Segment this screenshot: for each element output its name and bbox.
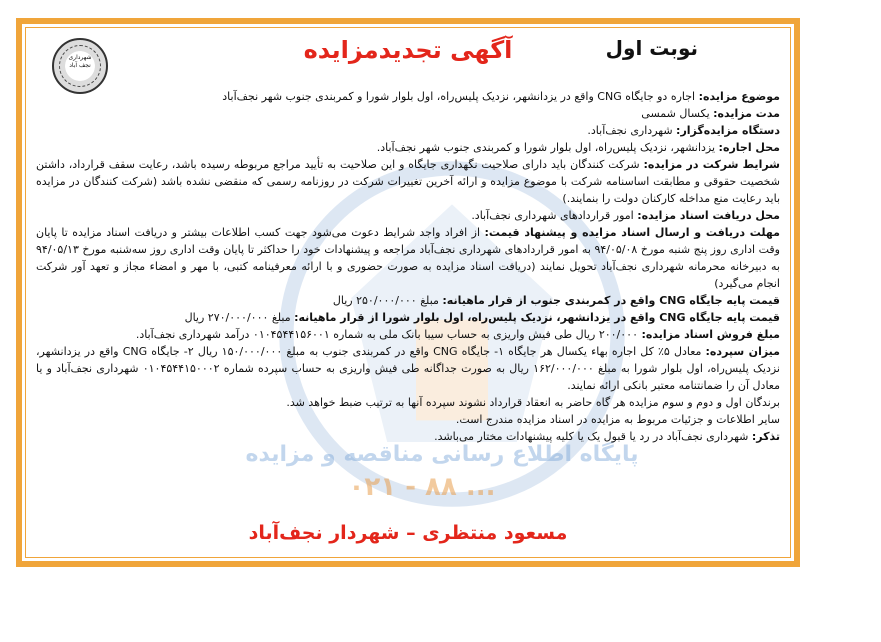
page-title: آگهی تجدیدمزایده	[303, 36, 513, 64]
logo-text: شهرداری نجف آباد	[68, 54, 92, 69]
signature: مسعود منتظری – شهردار نجف‌آباد	[248, 522, 568, 544]
publication-round: نوبت اول	[605, 36, 698, 60]
item-deposit: میزان سپرده: معادل ۵٪ کل اجاره بهاء یکسال هر جایگاه ۱- جایگاه CNG واقع در کمربندی جنوب به مبلغ ۱۵۰/۰۰۰/۰۰۰ ریال ۲- جایگاه CNG واقع در یزدانشهر، نزدیک پلیس‌راه، اول بلوار شورا به مبلغ ۱۶۲/۰۰۰/۰۰۰ ریال به صورت جداگانه طی فیش واریزی به حساب سپرده شماره ۰۱۰۴۵۴۴۱۵۰۰۰۲ شهرداری نجف‌آباد و یا معادل آن را ضمانتنامه معتبر بانکی ارائه نمایند.	[36, 345, 780, 392]
item-deadline: مهلت دریافت و ارسال اسناد مزایده و پیشنهاد قیمت: از افراد واجد شرایط دعوت می‌شود جهت کسب اطلاعات بیشتر و دریافت اسناد مزایده تا پایان وقت اداری روز پنج شنبه مورخ ۹۴/۰۵/۰۸ به امور قراردادهای شهرداری نجف‌آباد مراجعه و پیشنهادات خود را حداکثر تا پایان وقت اداری روز سه‌شنبه مورخ ۹۴/۰۵/۱۳ به دبیرخانه محرمانه شهرداری نجف‌آباد تحویل نمایند (دریافت اسناد مزایده به صورت حضوری و با ارائه معرفینامه کتبی، با مهر و امضاء مجاز و تعهد آور شرکت انجام می‌گیرد)	[36, 226, 780, 290]
item-location: محل اجاره: یزدانشهر، نزدیک پلیس‌راه، اول بلوار شورا و کمربندی جنوب شهر نجف‌آباد.	[376, 141, 780, 154]
item-note: تذکر: شهرداری نجف‌آباد در رد یا قبول یک یا کلیه پیشنهادات مختار می‌باشد.	[434, 430, 780, 443]
item-organizer: دستگاه مزایده‌گزار: شهرداری نجف‌آباد.	[587, 124, 780, 137]
item-winners-note: برندگان اول و دوم و سوم مزایده هر گاه حاضر به انعقاد قرارداد نشوند سپرده آنها به ترتیب ضبط خواهد شد.	[286, 396, 780, 409]
item-base-price-south: قیمت پایه جایگاه CNG واقع در کمربندی جنوب از قرار ماهیانه: مبلغ ۲۵۰/۰۰۰/۰۰۰ ریال	[332, 294, 780, 307]
notice-body	[36, 88, 780, 445]
item-document-fee: مبلغ فروش اسناد مزایده: ۲۰۰/۰۰۰ ریال طی فیش واریزی به حساب سیبا بانک ملی به شماره ۰۱۰۴۵۴۴۱۵۶۰۰۱ درآمد شهرداری نجف‌آباد.	[135, 328, 780, 341]
watermark-text: پایگاه اطلاع رسانی مناقصه و مزایده	[245, 442, 639, 467]
item-other-info: سایر اطلاعات و جزئیات مربوط به مزایده در اسناد مزایده مندرج است.	[455, 413, 780, 426]
item-documents-place: محل دریافت اسناد مزایده: امور قراردادهای شهرداری نجف‌آباد.	[471, 209, 780, 222]
item-base-price-yazdanshahr: قیمت پایه جایگاه CNG واقع در یزدانشهر، نزدیک پلیس‌راه، اول بلوار شورا از قرار ماهیانه: مبلغ ۲۷۰/۰۰۰/۰۰۰ ریال	[184, 311, 780, 324]
item-subject: موضوع مزایده: اجاره دو جایگاه CNG واقع در یزدانشهر، نزدیک پلیس‌راه، اول بلوار شورا و کمربندی جنوب شهر نجف‌آباد	[222, 90, 780, 103]
auction-notice	[16, 18, 800, 567]
watermark-phone: ۰۲۱ - ۸۸ ...	[348, 472, 496, 502]
item-duration: مدت مزایده: یکسال شمسی	[641, 107, 780, 120]
item-conditions: شرایط شرکت در مزایده: شرکت کنندگان باید دارای صلاحیت نگهداری جایگاه و این صلاحیت به تأیید مراجع مربوطه رسیده باشد، رعایت سقف قرارداد، داشتن شخصیت حقوقی و مطابقت اساسنامه شرکت با موضوع مزایده و ارائه آخرین تغییرات شرکت در روزنامه رسمی که منقضی نشده باشد (شرکت کنندگان در مزایده باید رعایت منع مداخله کارکنان دولت را بنمایند.)	[36, 158, 780, 205]
